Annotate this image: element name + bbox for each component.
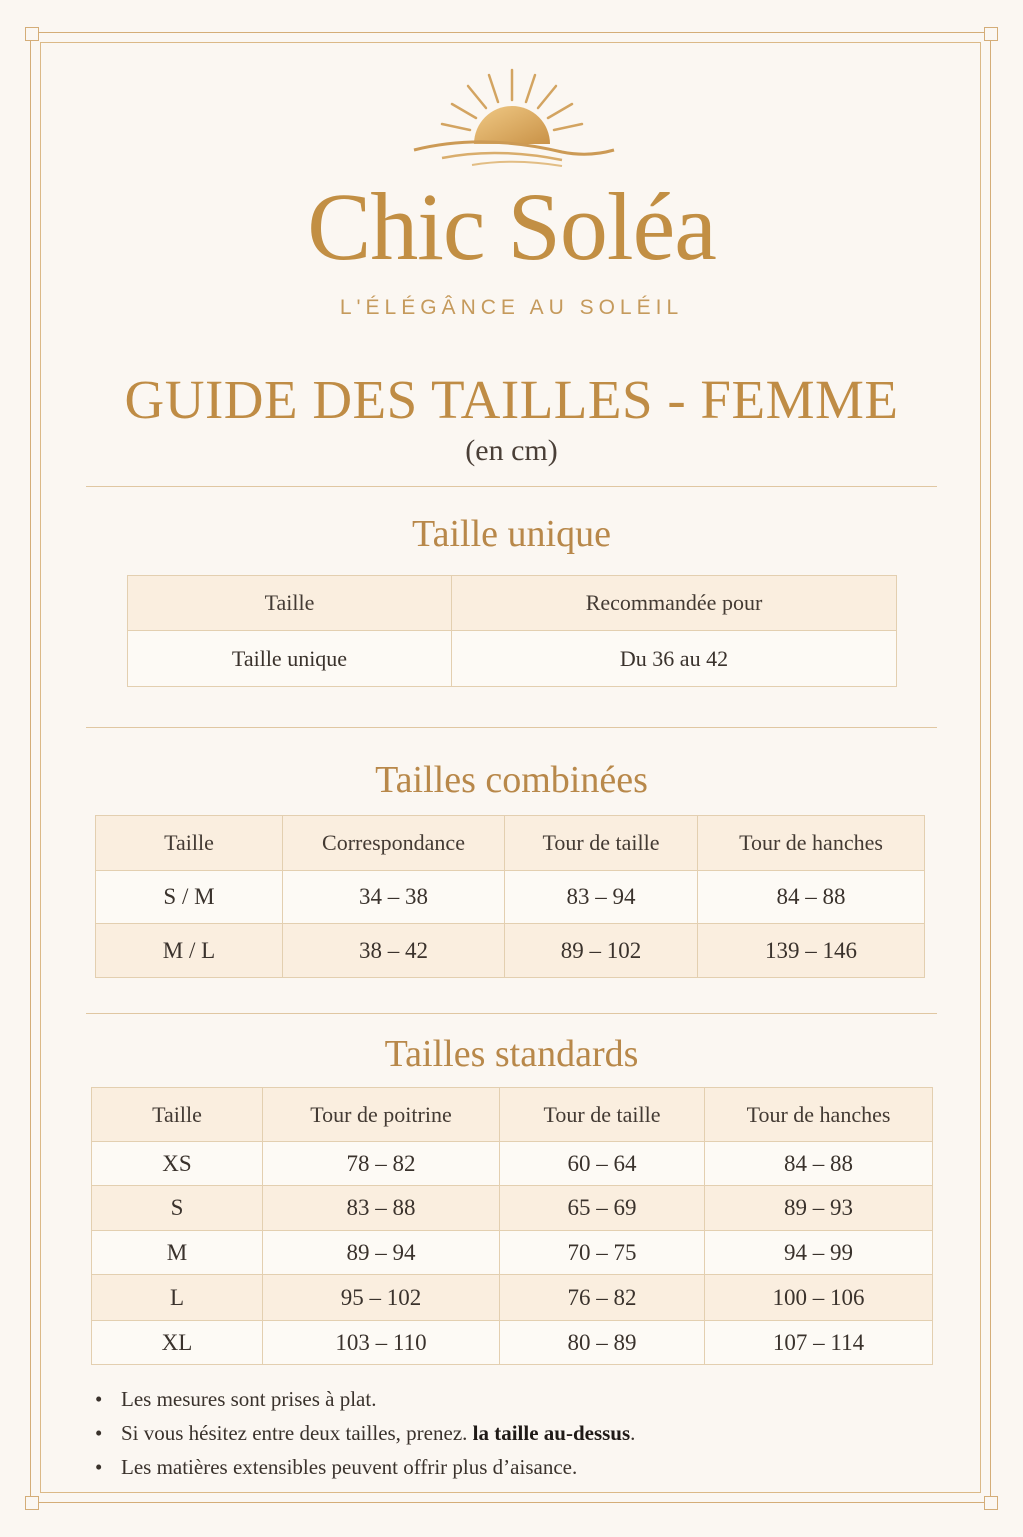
- table-cell: XS: [92, 1142, 263, 1186]
- bullet: •: [95, 1455, 103, 1479]
- frame-corner-bottom-right: [984, 1496, 998, 1510]
- frame-corner-top-left: [25, 27, 39, 41]
- table-cell: S: [92, 1186, 263, 1231]
- note-text: Les matières extensibles peuvent offrir plus d’aisance.: [121, 1455, 578, 1479]
- table-row: [92, 1275, 933, 1321]
- table-header-row: [92, 1088, 933, 1142]
- table-cell: 103 – 110: [263, 1321, 500, 1365]
- page-subtitle: (en cm): [465, 434, 558, 467]
- column-header: Recommandée pour: [452, 576, 897, 631]
- column-header: Taille: [96, 816, 283, 871]
- list-item: [95, 1418, 935, 1452]
- column-header: Tour de hanches: [705, 1088, 933, 1142]
- table-cell: 78 – 82: [263, 1142, 500, 1186]
- table-cell: 34 – 38: [283, 871, 505, 924]
- logo: [0, 60, 1023, 170]
- section-title-unique: Taille unique: [412, 513, 611, 555]
- divider: [86, 727, 937, 728]
- table-cell: M / L: [96, 924, 283, 978]
- table-cell: 100 – 106: [705, 1275, 933, 1321]
- bullet: •: [95, 1387, 103, 1411]
- brand-tagline: L'ÉLÉGÂNCE AU SOLÉIL: [339, 296, 684, 319]
- sun-over-waves-icon: [402, 60, 622, 170]
- table-header-row: [96, 816, 925, 871]
- unique-size-table: [127, 575, 897, 687]
- table-cell: Du 36 au 42: [452, 631, 897, 687]
- table-cell: Taille unique: [128, 631, 452, 687]
- column-header: Tour de taille: [505, 816, 698, 871]
- table-cell: 70 – 75: [500, 1231, 705, 1275]
- table-cell: 94 – 99: [705, 1231, 933, 1275]
- table-cell: 89 – 94: [263, 1231, 500, 1275]
- table-row: [92, 1186, 933, 1231]
- table-cell: 76 – 82: [500, 1275, 705, 1321]
- frame-corner-top-right: [984, 27, 998, 41]
- divider: [86, 486, 937, 487]
- combined-sizes-table: [95, 815, 925, 978]
- table-cell: M: [92, 1231, 263, 1275]
- column-header: Tour de poitrine: [263, 1088, 500, 1142]
- standard-sizes-table: [91, 1087, 933, 1365]
- column-header: Correspondance: [283, 816, 505, 871]
- table-cell: 139 – 146: [698, 924, 925, 978]
- column-header: Tour de hanches: [698, 816, 925, 871]
- table-cell: 80 – 89: [500, 1321, 705, 1365]
- section-title-standard: Tailles standards: [384, 1033, 639, 1075]
- frame-corner-bottom-left: [25, 1496, 39, 1510]
- notes-list: [95, 1384, 935, 1486]
- table-cell: 83 – 94: [505, 871, 698, 924]
- list-item: [95, 1384, 935, 1418]
- table-cell: 95 – 102: [263, 1275, 500, 1321]
- page-title: GUIDE DES TAILLES - FEMME: [124, 369, 899, 430]
- note-text-end: .: [630, 1421, 636, 1445]
- column-header: Taille: [128, 576, 452, 631]
- table-cell: 83 – 88: [263, 1186, 500, 1231]
- table-row: [92, 1321, 933, 1365]
- table-row: [92, 1231, 933, 1275]
- note-text: [121, 1418, 635, 1452]
- brand-name: Chic Soléa: [307, 173, 716, 280]
- table-cell: 84 – 88: [705, 1142, 933, 1186]
- list-item: [95, 1452, 935, 1486]
- table-cell: L: [92, 1275, 263, 1321]
- table-cell: 65 – 69: [500, 1186, 705, 1231]
- table-row: [96, 924, 925, 978]
- bullet: •: [95, 1421, 103, 1445]
- section-title-combined: Tailles combinées: [375, 759, 648, 801]
- table-cell: 89 – 93: [705, 1186, 933, 1231]
- note-text-start: Si vous hésitez entre deux tailles, prenez.: [121, 1421, 468, 1445]
- table-row: [128, 631, 897, 687]
- table-cell: 84 – 88: [698, 871, 925, 924]
- table-cell: 107 – 114: [705, 1321, 933, 1365]
- column-header: Tour de taille: [500, 1088, 705, 1142]
- note-text: Les mesures sont prises à plat.: [121, 1387, 377, 1411]
- note-emphasis: la taille au-dessus: [472, 1421, 631, 1445]
- column-header: Taille: [92, 1088, 263, 1142]
- table-cell: XL: [92, 1321, 263, 1365]
- table-cell: S / M: [96, 871, 283, 924]
- table-header-row: [128, 576, 897, 631]
- divider: [86, 1013, 937, 1014]
- table-cell: 89 – 102: [505, 924, 698, 978]
- table-row: [96, 871, 925, 924]
- table-cell: 60 – 64: [500, 1142, 705, 1186]
- table-cell: 38 – 42: [283, 924, 505, 978]
- table-row: [92, 1142, 933, 1186]
